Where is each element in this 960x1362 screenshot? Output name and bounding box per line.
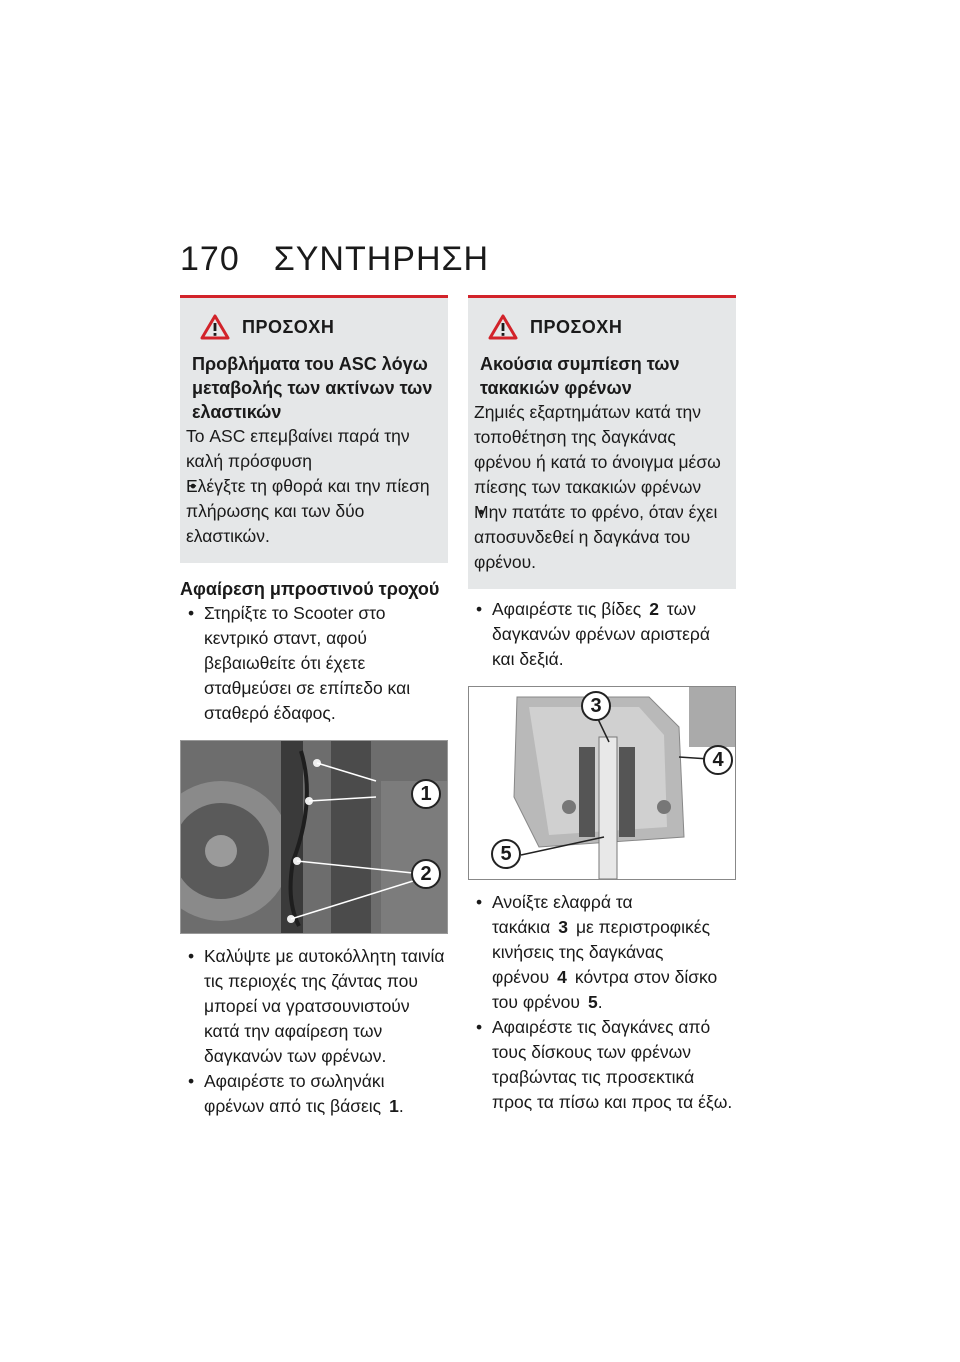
warning-triangle-icon bbox=[200, 314, 230, 340]
warning-text: Ζημιές εξαρτημάτων κατά την τοποθέτηση της δαγκάνας φρένου ή κατά το άνοιγμα μέσω πίεσης των τακακιών φρένων bbox=[474, 402, 721, 497]
warning-box bbox=[468, 295, 736, 589]
callout-2: 2 bbox=[411, 859, 441, 889]
callout-1: 1 bbox=[411, 779, 441, 809]
section-title: Αφαίρεση μπροστινού τροχού bbox=[180, 579, 440, 599]
warning-text: Το ASC επεμβαίνει παρά την καλή πρόσφυση bbox=[186, 426, 410, 471]
step-text: Αφαιρέστε το σωληνάκι φρένων από τις βάσεις bbox=[204, 1071, 385, 1116]
step-text-cont: με περιστροφικές κινήσεις της δαγκάνας φρένου bbox=[492, 917, 711, 987]
step-bullet: • Στηρίξτε το Scooter στο κεντρικό σταντ, αφού βεβαιωθείτε ότι έχετε σταθμεύσει σε επίπεδο και σταθερό έδαφος. bbox=[180, 601, 448, 726]
step-bullet bbox=[468, 597, 736, 672]
ref-number: 5 bbox=[588, 992, 598, 1012]
step-text: Ανοίξτε ελαφρά τα τακάκια bbox=[492, 892, 633, 937]
ref-number: 4 bbox=[557, 967, 567, 987]
warning-label-row bbox=[488, 314, 726, 340]
brake-caliper-photo bbox=[468, 686, 736, 880]
page-number: 170 bbox=[180, 240, 240, 278]
chapter-title: ΣΥΝΤΗΡΗΣΗ bbox=[273, 240, 490, 278]
ref-number: 1 bbox=[389, 1096, 399, 1116]
step-text: Αφαιρέστε τις βίδες bbox=[492, 599, 642, 619]
warning-triangle-icon bbox=[488, 314, 518, 340]
step-text-end: . bbox=[398, 1096, 404, 1116]
warning-bullet: • Ελέγξτε τη φθορά και την πίεση πλήρωσης και των δύο ελαστικών. bbox=[186, 474, 438, 549]
step-bullet bbox=[180, 1069, 448, 1119]
right-column bbox=[468, 295, 736, 1115]
warning-box bbox=[180, 295, 448, 563]
ref-number: 2 bbox=[649, 599, 659, 619]
step-text-cont: των δαγκανών φρένων αριστερά και δεξιά. bbox=[492, 599, 710, 669]
callout-5: 5 bbox=[491, 839, 521, 869]
step-bullet: • Αφαιρέστε τις δαγκάνες από τους δίσκους των φρένων τραβώντας τις προσεκτικά προς τα πίσω και προς τα έξω. bbox=[468, 1015, 736, 1115]
step-text-cont: κόντρα στον δίσκο του φρένου bbox=[492, 967, 718, 1012]
warning-title: Προβλήματα του ASC λόγω μεταβολής των ακτίνων των ελαστικών bbox=[192, 354, 433, 422]
ref-number: 3 bbox=[558, 917, 568, 937]
step-bullet bbox=[468, 890, 736, 1015]
callout-3: 3 bbox=[581, 691, 611, 721]
step-text-end: . bbox=[597, 992, 603, 1012]
left-column bbox=[180, 295, 448, 1119]
callout-4: 4 bbox=[703, 745, 733, 775]
page-header bbox=[180, 240, 523, 279]
warning-label: ΠΡΟΣΟΧΗ bbox=[530, 316, 623, 337]
warning-bullet: • Μην πατάτε το φρένο, όταν έχει αποσυνδεθεί η δαγκάνα του φρένου. bbox=[474, 500, 726, 575]
warning-title: Ακούσια συμπίεση των τακακιών φρένων bbox=[480, 354, 680, 398]
step-bullet: • Καλύψτε με αυτοκόλλητη ταινία τις περιοχές της ζάντας που μπορεί να γρατσουνιστούν κατά την αφαίρεση των δαγκανών των φρένων. bbox=[180, 944, 448, 1069]
warning-label: ΠΡΟΣΟΧΗ bbox=[242, 316, 335, 337]
warning-label-row bbox=[200, 314, 438, 340]
front-fork-photo bbox=[180, 740, 448, 934]
